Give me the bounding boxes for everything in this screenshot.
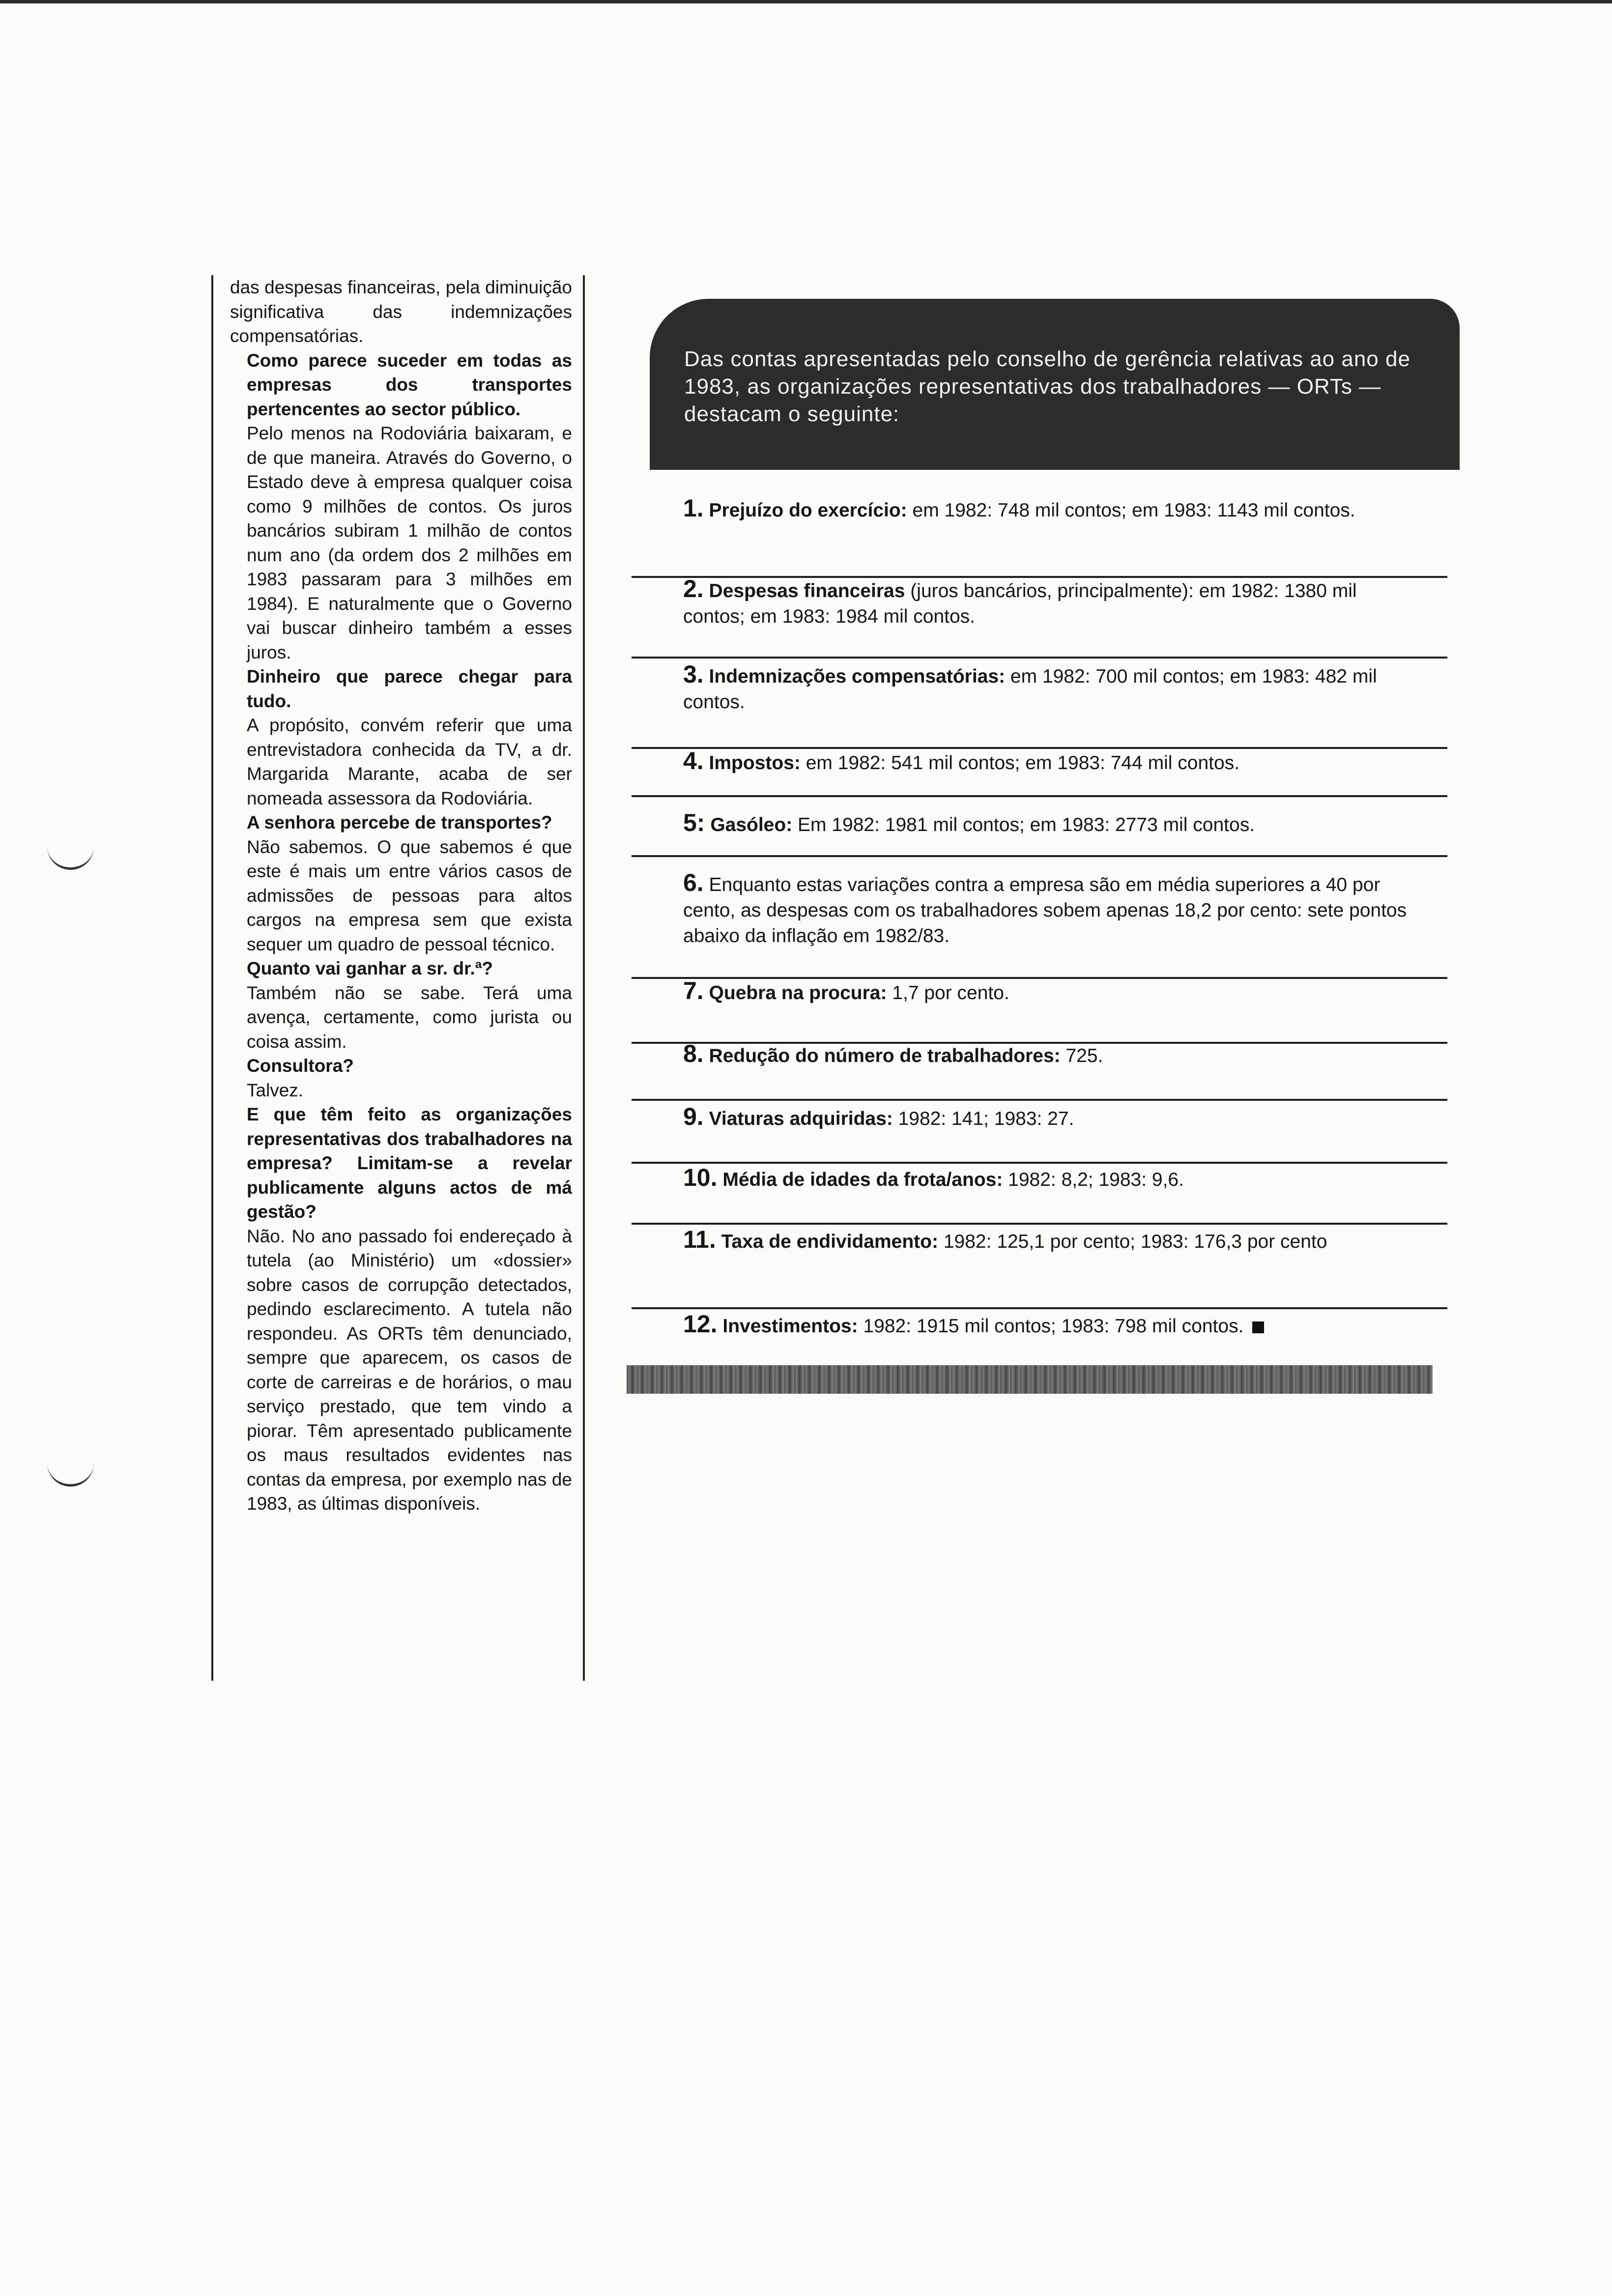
divider bbox=[632, 657, 1447, 659]
item-number: 2. bbox=[683, 575, 704, 603]
item-key: Impostos: bbox=[709, 752, 801, 774]
divider bbox=[632, 1223, 1447, 1225]
item-key: Redução do número de trabalhadores: bbox=[709, 1045, 1061, 1066]
divider bbox=[632, 1099, 1447, 1101]
question: A senhora percebe de transportes? bbox=[247, 812, 552, 832]
item-text: 1982: 1915 mil contos; 1983: 798 mil contos. bbox=[858, 1316, 1244, 1337]
divider bbox=[632, 1307, 1447, 1309]
answer-paragraph: Não sabemos. O que sabemos é que este é mais um entre vários casos de admissões de pessoas para altos cargos na empresa sem que exista sequer um quadro de pessoal técnico. bbox=[247, 836, 572, 954]
item-number: 5: bbox=[683, 809, 705, 836]
item-number: 1. bbox=[683, 494, 704, 522]
item-number: 3. bbox=[683, 660, 704, 688]
item-number: 6. bbox=[683, 869, 704, 896]
question: E que têm feito as organizações representativas dos trabalhadores na empresa? Limitam-se a revelar publicamente alguns actos de má gestão? bbox=[247, 1104, 572, 1222]
item-text: 1982: 125,1 por cento; 1983: 176,3 por cento bbox=[938, 1231, 1327, 1252]
list-item bbox=[634, 748, 1445, 776]
item-key: Indemnizações compensatórias: bbox=[709, 666, 1006, 687]
item-number: 12. bbox=[683, 1310, 718, 1338]
question: Dinheiro que parece chegar para tudo. bbox=[247, 666, 572, 711]
item-number: 11. bbox=[683, 1226, 716, 1253]
item-text: (juros bancários, principalmente): em 1982: 1380 mil contos; em 1983: 1984 mil contos. bbox=[683, 580, 1357, 627]
list-item bbox=[634, 1041, 1445, 1069]
list-item bbox=[634, 576, 1445, 630]
item-key: Viaturas adquiridas: bbox=[709, 1108, 893, 1129]
margin-bracket-mark bbox=[47, 840, 94, 870]
answer-paragraph: Não. No ano passado foi endereçado à tutela (ao Ministério) um «dossier» sobre casos de corrupção detectados, pedindo esclarecimento. A tutela não respondeu. As ORTs têm denunciado, sempre que aparecem, os casos de corte de carreiras e de horários, o mau serviço prestado, que tem vindo a piorar. Têm apresentado publicamente os maus resultados evidentes nas contas da empresa, por exemplo nas de 1983, as últimas disponíveis. bbox=[247, 1226, 572, 1514]
answer-paragraph: Também não se sabe. Terá uma avença, certamente, como jurista ou coisa assim. bbox=[247, 982, 572, 1052]
item-text: Enquanto estas variações contra a empresa são em média superiores a 40 por cento, as despesas com os trabalhadores sobem apenas 18,2 por cento: sete pontos abaixo da inflação em 1982/83. bbox=[683, 874, 1407, 947]
list-item bbox=[634, 1227, 1445, 1255]
item-text: 1982: 141; 1983: 27. bbox=[892, 1108, 1074, 1129]
item-key: Quebra na procura: bbox=[709, 982, 887, 1004]
list-item bbox=[634, 978, 1445, 1006]
item-key: Média de idades da frota/anos: bbox=[722, 1169, 1003, 1190]
item-number: 10. bbox=[683, 1164, 718, 1191]
list-item bbox=[634, 1311, 1445, 1339]
item-key: Taxa de endividamento: bbox=[721, 1231, 938, 1252]
question: Quanto vai ganhar a sr. dr.ª? bbox=[247, 958, 493, 978]
item-key: Gasóleo: bbox=[710, 814, 793, 835]
item-text: Em 1982: 1981 mil contos; em 1983: 2773 mil contos. bbox=[792, 814, 1255, 835]
item-text: em 1982: 541 mil contos; em 1983: 744 mil contos. bbox=[800, 752, 1240, 774]
list-item bbox=[634, 1165, 1445, 1193]
list-item bbox=[634, 1104, 1445, 1132]
item-text: em 1982: 700 mil contos; em 1983: 482 mil contos. bbox=[683, 666, 1377, 713]
item-key: Prejuízo do exercício: bbox=[709, 500, 907, 521]
end-mark-icon bbox=[1252, 1321, 1264, 1333]
item-key: Investimentos: bbox=[722, 1316, 858, 1337]
margin-bracket-mark bbox=[47, 1462, 94, 1487]
box-bottom-bar bbox=[627, 1365, 1433, 1394]
list-item bbox=[634, 495, 1445, 523]
paragraph: das despesas financeiras, pela diminuição significativa das indemnizações compensatórias. bbox=[230, 277, 572, 346]
divider bbox=[632, 855, 1447, 857]
interview-column bbox=[211, 275, 585, 1681]
divider bbox=[632, 1162, 1447, 1164]
question: Consultora? bbox=[247, 1056, 354, 1076]
item-text: 1,7 por cento. bbox=[887, 982, 1009, 1004]
top-rule bbox=[0, 0, 1612, 3]
answer-paragraph: Talvez. bbox=[247, 1080, 304, 1100]
answer-paragraph: A propósito, convém referir que uma entrevistadora conhecida da TV, a dr. Margarida Marante, acaba de ser nomeada assessora da Rodoviária. bbox=[247, 715, 572, 808]
box-header: Das contas apresentadas pelo conselho de gerência relativas ao ano de 1983, as organizações representativas dos trabalhadores — ORTs — destacam o seguinte: bbox=[650, 299, 1460, 470]
item-number: 8. bbox=[683, 1040, 704, 1067]
item-text: em 1982: 748 mil contos; em 1983: 1143 mil contos. bbox=[907, 500, 1355, 521]
item-number: 7. bbox=[683, 977, 704, 1004]
list-item bbox=[634, 870, 1445, 949]
question: Como parece suceder em todas as empresas dos transportes pertencentes ao sector público. bbox=[247, 350, 572, 419]
item-text: 725. bbox=[1060, 1045, 1103, 1066]
item-text: 1982: 8,2; 1983: 9,6. bbox=[1003, 1169, 1184, 1190]
list-item bbox=[634, 810, 1445, 838]
item-number: 4. bbox=[683, 747, 704, 775]
item-number: 9. bbox=[683, 1103, 704, 1130]
list-item bbox=[634, 661, 1445, 715]
answer-paragraph: Pelo menos na Rodoviária baixaram, e de que maneira. Através do Governo, o Estado deve à empresa qualquer coisa como 9 milhões de contos. Os juros bancários subiram 1 milhão de contos num ano (da ordem dos 2 milhões em 1983 passaram para 3 milhões em 1984). E naturalmente que o Governo vai buscar dinheiro também a esses juros. bbox=[247, 423, 572, 662]
item-key: Despesas financeiras bbox=[709, 580, 905, 602]
divider bbox=[632, 795, 1447, 797]
